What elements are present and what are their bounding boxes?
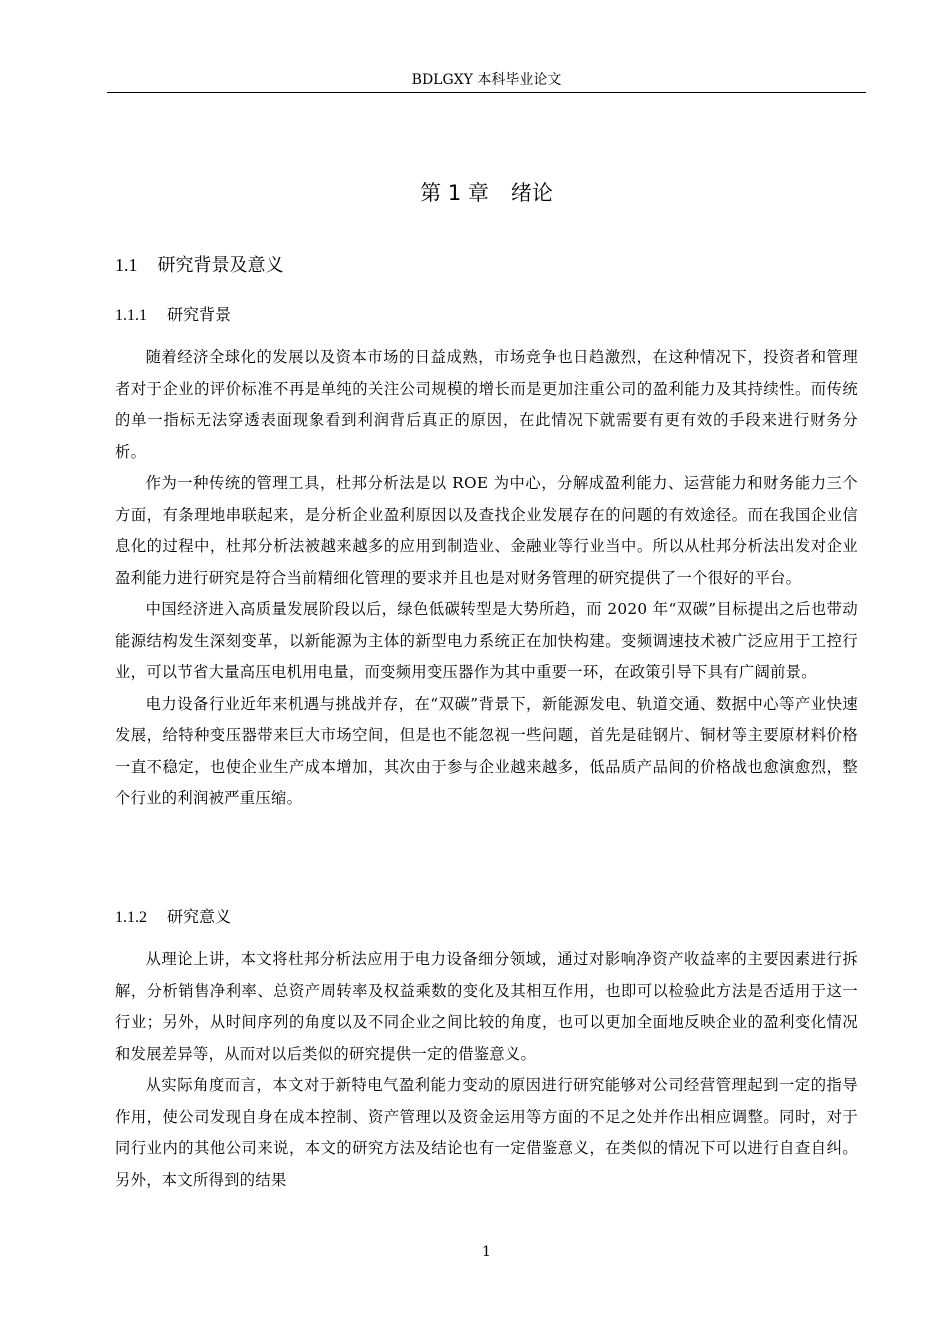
subsection-title: 研究背景 bbox=[167, 305, 232, 324]
page-header bbox=[107, 70, 866, 93]
section-title: 研究背景及意义 bbox=[157, 255, 284, 276]
paragraph: 从理论上讲，本文将杜邦分析法应用于电力设备细分领域，通过对影响净资产收益率的主要因素进行拆解，分析销售净利率、总资产周转率及权益乘数的变化及其相互作用，也即可以检验此方法是否适用于这一行业；另外，从时间序列的角度以及不同企业之间比较的角度，也可以更加全面地反映企业的盈利变化情况和发展差异等，从而对以后类似的研究提供一定的借鉴意义。 bbox=[115, 950, 858, 1063]
page-number-text: 1 bbox=[482, 1244, 491, 1260]
page-number bbox=[107, 1242, 866, 1262]
body-text-research-background bbox=[115, 342, 858, 815]
header-text: BDLGXY 本科毕业论文 bbox=[411, 72, 562, 88]
paragraph: 中国经济进入高质量发展阶段以后，绿色低碳转型是大势所趋，而 2020 年“双碳”目标提出之后也带动能源结构发生深刻变革，以新能源为主体的新型电力系统正在加快构建。变频调速技术被广泛应用于工控行业，可以节省大量高压电机用电量，而变频用变压器作为其中重要一环，在政策引导下具有广阔前景。 bbox=[115, 600, 858, 681]
chapter-title bbox=[107, 178, 866, 208]
subsection-number: 1.1.1 bbox=[115, 307, 147, 324]
body-text-research-significance bbox=[115, 944, 858, 1196]
section-heading-1-1 bbox=[115, 251, 284, 280]
paragraph: 从实际角度而言，本文对于新特电气盈利能力变动的原因进行研究能够对公司经营管理起到一定的指导作用，使公司发现自身在成本控制、资产管理以及资金运用等方面的不足之处并作出相应调整。同时，对于同行业内的其他公司来说，本文的研究方法及结论也有一定借鉴意义，在类似的情况下可以进行自查自纠。另外，本文所得到的结果 bbox=[115, 1076, 858, 1189]
chapter-number: 第 1 章 bbox=[420, 181, 489, 205]
subsection-heading-1-1-2 bbox=[115, 904, 231, 931]
subsection-heading-1-1-1 bbox=[115, 302, 231, 329]
paragraph: 作为一种传统的管理工具，杜邦分析法是以 ROE 为中心，分解成盈利能力、运营能力和财务能力三个方面，有条理地串联起来，是分析企业盈利原因以及查找企业发展存在的问题的有效途径。而在我国企业信息化的过程中，杜邦分析法被越来越多的应用到制造业、金融业等行业当中。所以从杜邦分析法出发对企业盈利能力进行研究是符合当前精细化管理的要求并且也是对财务管理的研究提供了一个很好的平台。 bbox=[115, 474, 858, 587]
subsection-title: 研究意义 bbox=[167, 907, 232, 926]
paragraph: 随着经济全球化的发展以及资本市场的日益成熟，市场竞争也日趋激烈，在这种情况下，投资者和管理者对于企业的评价标准不再是单纯的关注公司规模的增长而是更加注重公司的盈利能力及其持续性。而传统的单一指标无法穿透表面现象看到利润背后真正的原因，在此情况下就需要有更有效的手段来进行财务分析。 bbox=[115, 348, 858, 461]
chapter-title-text: 绪论 bbox=[510, 181, 553, 205]
paragraph: 电力设备行业近年来机遇与挑战并存，在“双碳”背景下，新能源发电、轨道交通、数据中心等产业快速发展，给特种变压器带来巨大市场空间，但是也不能忽视一些问题，首先是硅钢片、铜材等主要原材料价格一直不稳定，也使企业生产成本增加，其次由于参与企业越来越多，低品质产品间的价格战也愈演愈烈，整个行业的利润被严重压缩。 bbox=[115, 694, 858, 807]
section-number: 1.1 bbox=[115, 255, 138, 275]
subsection-number: 1.1.2 bbox=[115, 909, 147, 926]
